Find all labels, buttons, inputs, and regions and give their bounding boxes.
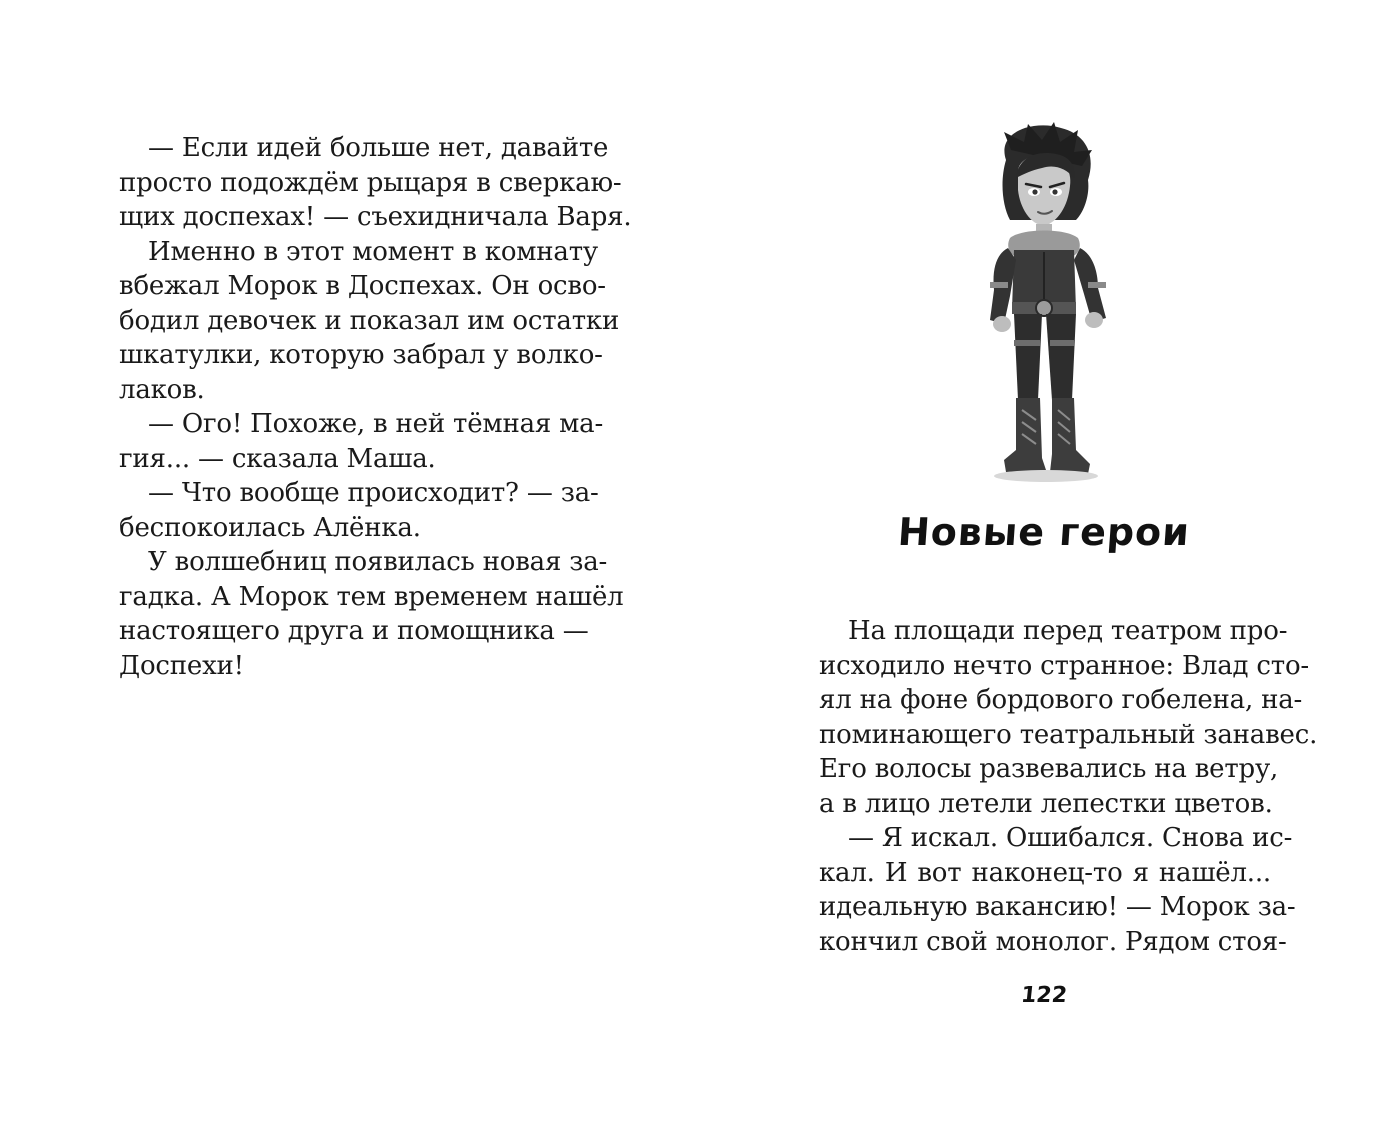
- right-page: [696, 0, 1392, 1125]
- right-page-text: [819, 614, 1318, 959]
- text-line: беспокоилась Алёнка.: [119, 512, 421, 543]
- text-line: гадка. А Морок тем временем нашёл: [119, 581, 624, 612]
- text-line: — Если идей больше нет, давайте: [148, 133, 609, 163]
- text-line: кончил свой монолог. Рядом стоя-: [819, 926, 1287, 957]
- text-line: а в лицо летели лепестки цветов.: [819, 788, 1273, 819]
- text-line: вбежал Морок в Доспехах. Он осво-: [119, 271, 606, 301]
- text-line: На площади перед театром про-: [848, 616, 1288, 646]
- text-line: шкатулки, которую забрал у волко-: [119, 340, 603, 370]
- text-line: кал. И вот наконец-то я нашёл...: [819, 857, 1271, 888]
- character-illustration: [966, 120, 1116, 486]
- text-line: настоящего друга и помощника —: [119, 616, 589, 646]
- text-line: исходило нечто странное: Влад сто-: [819, 650, 1309, 681]
- text-line: щих доспехах! — съехидничала Варя.: [119, 202, 632, 232]
- text-line: — Ого! Похоже, в ней тёмная ма-: [148, 409, 604, 439]
- text-line: идеальную вакансию! — Морок за-: [819, 892, 1296, 922]
- text-line: Его волосы развевались на ветру,: [819, 754, 1279, 784]
- text-line: Именно в этот момент в комнату: [148, 236, 599, 267]
- text-line: Доспехи!: [119, 650, 244, 681]
- page-number: 122: [1019, 983, 1069, 1008]
- text-line: ял на фоне бордового гобелена, на-: [819, 685, 1303, 715]
- text-line: гия... — сказала Маша.: [119, 443, 436, 474]
- chapter-title: Новые герои: [896, 510, 1192, 554]
- left-page-text: [119, 131, 632, 683]
- text-line: поминающего театральный занавес.: [819, 719, 1318, 750]
- text-line: — Я искал. Ошибался. Снова ис-: [848, 823, 1293, 853]
- text-line: бодил девочек и показал им остатки: [119, 305, 620, 336]
- text-line: лаков.: [119, 374, 205, 405]
- text-line: У волшебниц появилась новая за-: [148, 547, 608, 577]
- text-line: просто подождём рыцаря в сверкаю-: [119, 167, 622, 198]
- text-line: — Что вообще происходит? — за-: [148, 478, 599, 508]
